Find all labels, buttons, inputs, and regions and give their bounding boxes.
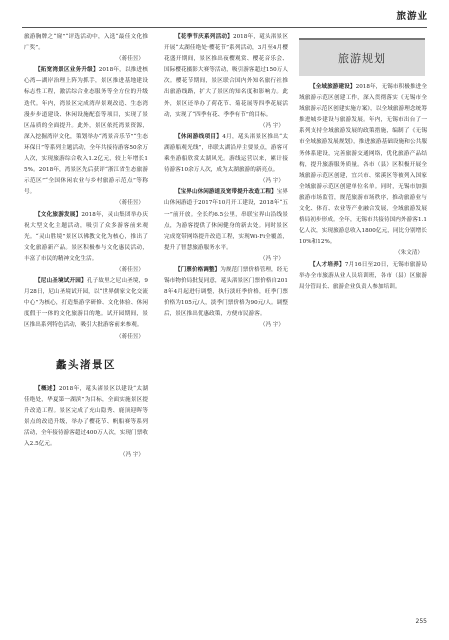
running-header-title: 旅游业 — [396, 11, 428, 22]
source-note: （冯 宇） — [119, 452, 144, 459]
paragraph — [164, 187, 288, 254]
source-note: （蒋佳昱） — [116, 266, 144, 273]
paragraph-body: 2018年，无锡市积极推进全域旅游示范区创建工作，深入贯彻落实《无锡市全域旅游示范区创建实施方案》，以全域旅游理念统筹推进城乡建设与旅游发展。年内，无锡市出台了一系列支持全域旅游发展的政策措施，编制了《无锡市全域旅游发展规划》，推进旅游基础设施和公共服务体系建设，完善旅游交通网络，优化旅游产品结构，提升旅游服务质量。各市（县）区积极开展全域旅游示范区创建，宜兴市、梁溪区等被列入国家全域旅游示范区创建单位名单。同时，无锡市加强旅游市场监管，规范旅游市场秩序，推动旅游业与文化、体育、农业等产业融合发展，全域旅游发展格局初步形成。全年，无锡市共接待国内外游客1.1亿人次，实现旅游总收入1800亿元，同比分别增长10%和12%。 — [299, 84, 427, 246]
column-1 — [24, 32, 148, 592]
paragraph — [24, 276, 148, 331]
paragraph-body: 4月，鼋头渚景区推出“太湖游船观光线”，串联太湖沿岸主要景点，游客可乘坐游船欣赏太湖风光。游线运营以来，累计接待游客10余万人次，成为太湖旅游的新亮点。 — [164, 133, 288, 174]
paragraph-title: 【花季节庆系列活动】 — [175, 34, 233, 40]
paragraph-title: 【门票价格调整】 — [175, 266, 221, 273]
paragraph-title: 【宝界山休闲游道及宽带提升改造工程】 — [175, 189, 277, 196]
source-note: （冯 宇） — [259, 322, 284, 329]
paragraph-body: 2018年，鼋头渚景区开展“太湖佳绝处·樱花节”系列活动，3月至4月樱花盛开期间，景区推出夜樱观赏、樱花音乐会、国际樱花摄影大赛等活动，吸引游客超过150万人次。樱花节期间，景区联合国内外知名旅行社推出旅游线路，扩大了景区的知名度和影响力。此外，景区还举办了荷花节、菊花展等四季花展活动，实现了“四季有花、季季有节”的目标。 — [164, 34, 288, 118]
source-note: （蒋佳昱） — [116, 56, 144, 63]
source-note: （冯 宇） — [259, 122, 284, 129]
section-banner — [299, 38, 425, 76]
paragraph-title: 【人才培养】 — [310, 261, 345, 268]
paragraph-title: 【尼山圣境试开园】 — [35, 278, 87, 285]
paragraph — [164, 32, 288, 121]
paragraph-title: 【文化旅游发展】 — [35, 211, 82, 218]
paragraph-title: 【概述】 — [35, 385, 59, 392]
paragraph — [299, 260, 427, 293]
section-banner-title: 旅游规划 — [338, 52, 386, 65]
paragraph: 旅游胸牌之“窥”“评选活动中，入选“最佳文化推广奖”。 — [24, 34, 148, 52]
paragraph — [24, 384, 148, 451]
source-note: （冯 宇） — [259, 178, 284, 185]
paragraph — [164, 265, 288, 320]
column-2 — [164, 32, 288, 592]
paragraph-body: 7月16日至20日，无锡市旅游局举办全市旅游从业人员培训班，各市（县）区旅游局分管局长、旅游企业负责人参加培训。 — [299, 261, 427, 290]
paragraph-title: 【休闲游线项目】 — [175, 133, 223, 140]
source-note: （蒋佳昱） — [116, 333, 144, 340]
header-rule — [22, 27, 427, 28]
paragraph-title: 【拓宽湾景区业务升级】 — [35, 67, 99, 74]
paragraph-title: 【全域旅游建设】 — [310, 84, 356, 90]
source-note: （蒋佳昱） — [116, 200, 144, 207]
section-heading: 蠡头渚景区 — [56, 358, 116, 371]
paragraph — [24, 210, 148, 265]
column-3 — [299, 32, 427, 592]
paragraph-body: 2018年，鼋头渚景区以建设“太湖佳绝处，华夏第一湖滨”为目标，全面实施景区提升改造工程。景区完成了充山隐秀、鹿顶迎晖等景点的改造升级，举办了樱花节、帆船赛等系列活动，全年接待游客超过400万人次，实现门票收入2.5亿元。 — [24, 385, 148, 448]
paragraph-body: 孔子故里之尼山圣境，9月28日，尼山圣境试开园，以“世界儒家文化交流中心”为核心，打造集游学研修、文化体验、休闲度假于一体的文化旅游目的地。试开园期间，景区推出系列特色活动，吸引大批游客前来参观。 — [24, 278, 148, 329]
paragraph-body: 为规范门票价格管理，经无锡市物价局批复同意，鼋头渚景区门票价格自2018年4月起进行调整，执行淡旺季价格，旺季门票价格为105元/人，淡季门票价格为90元/人。调整后，景区推出优惠政策，方便市民游客。 — [164, 266, 288, 318]
paragraph — [299, 82, 427, 248]
paragraph-body: 2018年，灵山集团举办庆祝大型文化主题活动，吸引了众多游客前来观光。“灵山胜境”景区以佛教文化为核心，推出了文化旅游新产品。景区积极参与文化惠民活动，丰富了市民的精神文化生活。 — [24, 211, 148, 262]
paragraph-body: 2018年，以推进核心湾—湖岸治理上阵为抓手，景区推进基地建设标志性工程，激活综合业态服务等全方位的升级迭代。年内，湾景区完成湾岸景观改造、生态湾漫步步道建设、休闲设施配套等项目，实现了景区品质的全面提升。此外，景区依托湾景资源，深入挖掘湾岸文化，策划举办“湾景音乐节”“生态环保日”等系列主题活动，全年共接待游客50余万人次，实现旅游综合收入1.2亿元，较上年增长15%。2018年，湾景区先后获评“浙江省生态旅游示范区”“全国休闲农业与乡村旅游示范点”等称号。 — [24, 67, 148, 196]
source-note: （冯 宇） — [259, 255, 284, 262]
paragraph — [164, 132, 288, 176]
paragraph-body: 宝界山休闲游道于2017年10月开工建设，2018年“五一”前开放。全长约6.5公里，串联宝界山沿线景点，为游客提供了休闲健身的新去处。同时景区完成宽带网络提升改造工程，实现Wi-Fi全覆盖，提升了智慧旅游服务水平。 — [164, 189, 288, 251]
paragraph — [24, 65, 148, 198]
source-note: （朱文清） — [395, 250, 423, 257]
page-number: 255 — [415, 618, 427, 625]
